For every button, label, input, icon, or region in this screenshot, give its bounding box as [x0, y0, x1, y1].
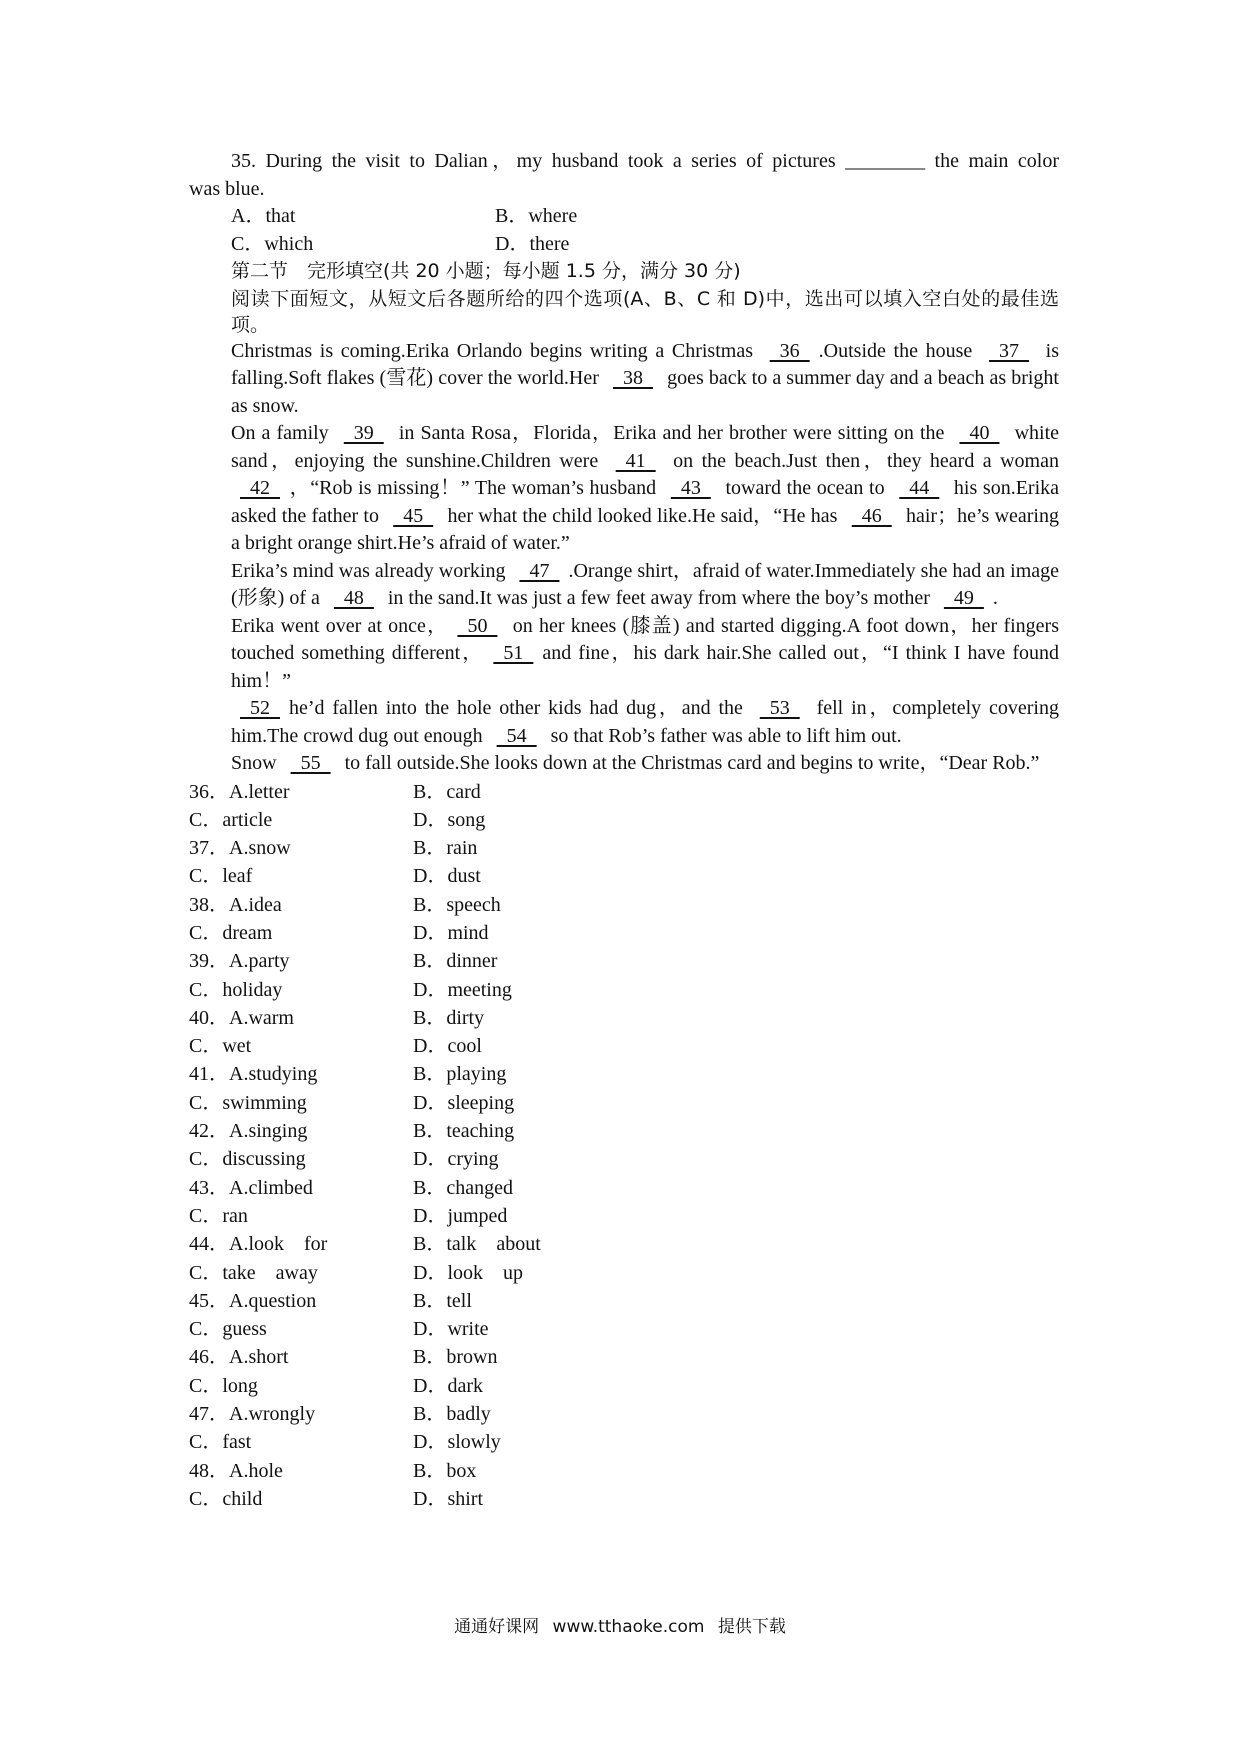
- cloze-blank: 39: [343, 422, 384, 444]
- option-right: B．brown: [413, 1346, 498, 1369]
- option-row: [189, 976, 1059, 1004]
- exam-page: [189, 148, 1059, 1513]
- option-left: C．ran: [189, 1204, 248, 1227]
- option-left: 36．A.letter: [189, 780, 290, 803]
- cloze-blank: 43: [670, 477, 711, 499]
- question-35-options-ab: [189, 203, 1059, 231]
- option-right: B．tell: [413, 1289, 472, 1312]
- option-left: C．holiday: [189, 978, 283, 1001]
- option-row: [189, 1230, 1059, 1258]
- section-heading: 第二节 完形填空(共 20 小题；每小题 1.5 分，满分 30 分): [231, 260, 741, 282]
- option-row: [189, 919, 1059, 947]
- option-right: D．write: [413, 1318, 489, 1341]
- cloze-blank: 47: [519, 559, 560, 582]
- cloze-blank: 36: [769, 339, 810, 362]
- option-right: D．shirt: [413, 1487, 483, 1510]
- option-right: D．crying: [413, 1148, 499, 1171]
- option-right: D．jumped: [413, 1204, 508, 1227]
- option-row: [189, 834, 1059, 862]
- cloze-blank: 51: [493, 642, 534, 664]
- option-right: D．look up: [413, 1261, 523, 1284]
- option-left: C．wet: [189, 1035, 252, 1058]
- option-left: 43．A.climbed: [189, 1176, 313, 1199]
- option-row: [189, 1343, 1059, 1371]
- cloze-passage: [189, 338, 1059, 778]
- question-35: [189, 148, 1059, 258]
- cloze-blank: 49: [943, 587, 984, 609]
- option-row: [189, 1315, 1059, 1343]
- cloze-blank: 38: [612, 367, 653, 389]
- option-d: D．there: [495, 232, 570, 255]
- option-left: C．child: [189, 1487, 263, 1510]
- page-footer: [0, 1612, 1240, 1637]
- passage-paragraph: 52 he’d fallen into the hole other kids had dug，and the 53 fell in，completely covering him.The crowd dug out enough 54 so that Rob’s father was able to lift him out.: [189, 695, 1059, 750]
- option-row: [189, 1145, 1059, 1173]
- option-right: D．dark: [413, 1374, 483, 1397]
- option-right: B．talk about: [413, 1233, 541, 1256]
- option-right: D．mind: [413, 921, 489, 944]
- option-row: [189, 1287, 1059, 1315]
- option-row: [189, 1032, 1059, 1060]
- option-row: [189, 806, 1059, 834]
- option-left: C．guess: [189, 1318, 267, 1341]
- answer-options-list: [189, 778, 1059, 1514]
- passage-paragraph: Erika’s mind was already working 47 .Orange shirt，afraid of water.Immediately she had an image (形象) of a 48 in the sand.It was just a few feet away from where the boy’s mother 49 .: [189, 558, 1059, 613]
- passage-paragraph: Christmas is coming.Erika Orlando begins writing a Christmas 36 .Outside the house 37 is falling.Soft flakes (雪花) cover the world.Her 38 goes back to a summer day and a beach as bright as snow.: [231, 339, 1059, 417]
- footer-site-name: 通通好课网: [454, 1617, 540, 1637]
- option-left: C．fast: [189, 1431, 252, 1454]
- option-right: B．rain: [413, 837, 478, 860]
- question-35-stem-cont: was blue.: [189, 177, 265, 200]
- question-35-options-cd: [189, 231, 1059, 259]
- option-c: C．which: [231, 232, 314, 255]
- option-right: D．dust: [413, 865, 481, 888]
- cloze-blank: 41: [615, 449, 656, 472]
- option-right: D．song: [413, 808, 486, 831]
- cloze-blank: 55: [290, 752, 331, 774]
- cloze-blank: 37: [988, 339, 1029, 362]
- option-row: [189, 1400, 1059, 1428]
- option-row: [189, 1259, 1059, 1287]
- option-left: C．article: [189, 808, 273, 831]
- option-right: D．sleeping: [413, 1091, 515, 1114]
- passage-paragraph: Snow 55 to fall outside.She looks down at the Christmas card and begins to write，“Dear Rob.”: [189, 750, 1059, 778]
- option-left: 42．A.singing: [189, 1120, 308, 1143]
- option-row: [189, 1117, 1059, 1145]
- option-row: [189, 1457, 1059, 1485]
- option-left: 46．A.short: [189, 1346, 289, 1369]
- passage-paragraph: Erika went over at once， 50 on her knees (膝盖) and started digging.A foot down，her fingers touched something different， 51 and fine，his dark hair.She called out，“I think I have found him！”: [231, 614, 1059, 692]
- cloze-blank: 53: [759, 697, 800, 719]
- option-row: [189, 778, 1059, 806]
- cloze-blank: 46: [851, 504, 892, 527]
- option-left: C．long: [189, 1374, 258, 1397]
- option-left: 47．A.wrongly: [189, 1403, 316, 1426]
- option-right: D．cool: [413, 1035, 482, 1058]
- option-left: 38．A.idea: [189, 893, 282, 916]
- option-row: [189, 947, 1059, 975]
- option-row: [189, 1485, 1059, 1513]
- passage-paragraph: On a family 39 in Santa Rosa，Florida，Erika and her brother were sitting on the 40 white sand，enjoying the sunshine.Children were 41 on the beach.Just then，they heard a woman 42 ，“Rob is missing！” The woman’s husband 43 toward the ocean to 44 his son.Erika asked the father to 45 her what the child looked like.He said，“He has 46 hair；he’s wearing a bright orange shirt.He’s afraid of water.”: [231, 422, 1060, 554]
- option-left: C．dream: [189, 921, 273, 944]
- cloze-blank: 48: [333, 587, 374, 609]
- option-right: D．meeting: [413, 978, 512, 1001]
- option-left: 41．A.studying: [189, 1063, 318, 1086]
- option-left: C．swimming: [189, 1091, 307, 1114]
- option-left: C．leaf: [189, 865, 253, 888]
- option-row: [189, 1202, 1059, 1230]
- option-left: 40．A.warm: [189, 1006, 294, 1029]
- option-right: B．playing: [413, 1063, 507, 1086]
- cloze-blank: 54: [496, 724, 537, 747]
- option-left: 44．A.look for: [189, 1233, 328, 1256]
- cloze-blank: 52: [240, 697, 280, 719]
- option-left: C．take away: [189, 1261, 318, 1284]
- option-b: B．where: [495, 205, 578, 227]
- option-row: [189, 1060, 1059, 1088]
- option-row: [189, 1089, 1059, 1117]
- option-right: B．dirty: [413, 1006, 485, 1029]
- option-right: B．dinner: [413, 950, 498, 973]
- footer-suffix: 提供下载: [717, 1617, 786, 1637]
- option-right: B．card: [413, 780, 481, 803]
- option-right: B．box: [413, 1459, 477, 1482]
- cloze-blank: 40: [959, 422, 1000, 444]
- option-row: [189, 1372, 1059, 1400]
- option-right: B．changed: [413, 1176, 513, 1199]
- footer-url: www.tthaoke.com: [552, 1617, 705, 1637]
- cloze-blank: 45: [393, 504, 434, 527]
- cloze-blank: 50: [457, 614, 498, 637]
- option-left: 39．A.party: [189, 950, 290, 973]
- option-right: B．badly: [413, 1403, 491, 1426]
- option-row: [189, 1004, 1059, 1032]
- option-row: [189, 1174, 1059, 1202]
- cloze-blank: 42: [240, 477, 280, 499]
- option-right: D．slowly: [413, 1431, 501, 1454]
- option-row: [189, 862, 1059, 890]
- option-left: 37．A.snow: [189, 837, 291, 860]
- option-left: 48．A.hole: [189, 1459, 283, 1482]
- option-left: C．discussing: [189, 1148, 306, 1171]
- option-a: A．that: [231, 205, 296, 227]
- question-35-stem: 35. During the visit to Dalian，my husband took a series of pictures ________ the main color: [231, 150, 1059, 172]
- option-row: [189, 1428, 1059, 1456]
- option-row: [189, 891, 1059, 919]
- cloze-blank: 44: [899, 477, 940, 499]
- option-right: B．speech: [413, 893, 501, 916]
- option-left: 45．A.question: [189, 1289, 317, 1312]
- option-right: B．teaching: [413, 1120, 515, 1143]
- section-instruction: 阅读下面短文，从短文后各题所给的四个选项(A、B、C 和 D)中，选出可以填入空白处的最佳选项。: [231, 287, 1059, 336]
